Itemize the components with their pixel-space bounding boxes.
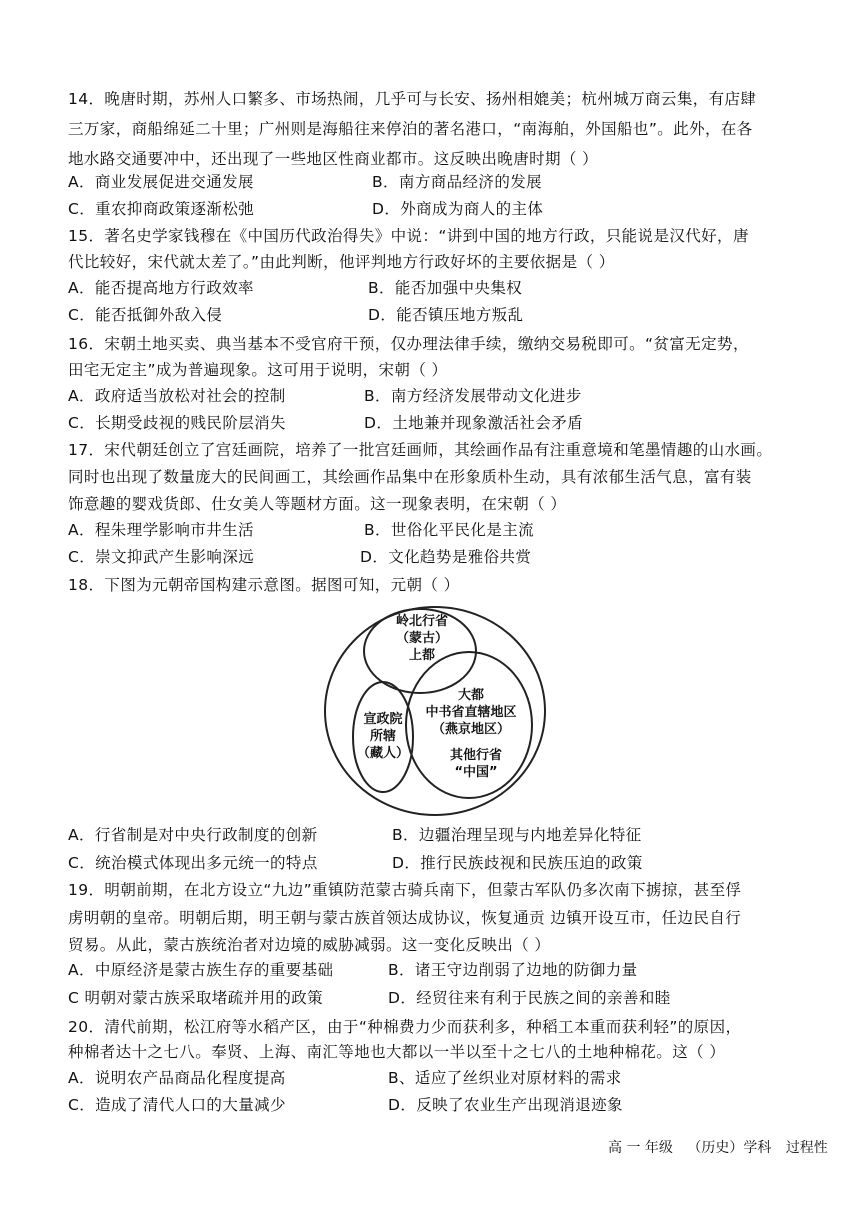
q14-line-1: 14．晚唐时期，苏州人口繁多、市场热闹，几乎可与长安、扬州相媲美；杭州城万商云集，有店肆 — [68, 90, 757, 108]
q19-option-b: B．诸王守边削弱了边地的防御力量 — [388, 961, 638, 979]
right-circle-text-4: 其他行省 — [449, 748, 502, 763]
q15-line-2: 代比较好，宋代就太差了。”由此判断，他评判地方行政好坏的主要依据是（ ） — [68, 253, 615, 271]
q19-option-a: A．中原经济是蒙古族生存的重要基础 — [68, 961, 334, 979]
q18-option-b: B．边疆治理呈现与内地差异化特征 — [392, 826, 642, 844]
right-circle-text-5: “中国” — [454, 765, 498, 780]
left-circle-label — [353, 711, 413, 762]
left-circle-text-1: 宣政院 — [363, 712, 403, 727]
q19-option-c: C 明朝对蒙古族采取堵疏并用的政策 — [68, 989, 324, 1007]
right-circle-text-1: 大都 — [457, 688, 484, 703]
top-circle-text-3: 上都 — [408, 648, 435, 663]
q14-option-a: A．商业发展促进交通发展 — [68, 173, 254, 191]
q17-line-2: 同时也出现了数量庞大的民间画工，其绘画作品集中在形象质朴生动，具有浓郁生活气息，富有装 — [68, 468, 752, 486]
q15-option-d: D．能否镇压地方叛乱 — [368, 306, 524, 324]
q20-option-d: D．反映了农业生产出现消退迹象 — [388, 1096, 623, 1114]
q14-option-d: D．外商成为商人的主体 — [372, 200, 544, 218]
top-circle-label — [392, 613, 452, 664]
right-circle-text-3: （燕京地区） — [431, 722, 510, 737]
yuan-empire-diagram — [322, 604, 548, 818]
footer-grade: 高 一 年级 — [608, 1140, 673, 1156]
footer-subject: （历史）学科 — [687, 1140, 772, 1156]
footer-type: 过程性 — [785, 1140, 828, 1156]
q17-option-b: B．世俗化平民化是主流 — [364, 521, 535, 539]
q16-option-c: C．长期受歧视的贱民阶层消失 — [68, 414, 286, 432]
q19-line-1: 19．明朝前期，在北方设立“九边”重镇防范蒙古骑兵南下，但蒙古军队仍多次南下掳掠，甚至俘 — [68, 881, 742, 899]
q18-option-a: A．行省制是对中央行政制度的创新 — [68, 826, 318, 844]
q15-option-c: C．能否抵御外敌入侵 — [68, 306, 223, 324]
q15-option-b: B．能否加强中央集权 — [368, 279, 523, 297]
q20-option-b: B、适应了丝织业对原材料的需求 — [388, 1069, 622, 1087]
q17-option-c: C．崇文抑武产生影响深远 — [68, 548, 255, 566]
q17-option-d: D．文化趋势是雅俗共赏 — [360, 548, 532, 566]
q14-option-c: C．重农抑商政策逐渐松弛 — [68, 200, 255, 218]
q14-line-2: 三万家，商船绵延二十里；广州则是海船往来停泊的著名港口，“南海舶，外国船也”。此外，在各 — [68, 120, 753, 138]
q16-option-a: A．政府适当放松对社会的控制 — [68, 387, 286, 405]
page-footer — [608, 1137, 838, 1157]
q20-line-2: 种棉者达十之七八。奉贤、上海、南汇等地也大都以一半以至十之七八的土地种棉花。这（ ） — [68, 1043, 726, 1061]
top-circle-text-1: 岭北行省 — [395, 614, 448, 629]
q18-option-c: C．统治模式体现出多元统一的特点 — [68, 854, 318, 872]
top-circle-text-2: （蒙古） — [395, 631, 448, 646]
q16-option-b: B．南方经济发展带动文化进步 — [364, 387, 582, 405]
q14-option-b: B．南方商品经济的发展 — [372, 173, 543, 191]
q17-option-a: A．程朱理学影响市井生活 — [68, 521, 254, 539]
q17-line-3: 饰意趣的婴戏货郎、仕女美人等题材方面。这一现象表明，在宋朝（ ） — [68, 495, 567, 513]
right-circle-text-2: 中书省直辖地区 — [425, 705, 517, 720]
q19-option-d: D．经贸往来有利于民族之间的亲善和睦 — [388, 989, 671, 1007]
q17-line-1: 17．宋代朝廷创立了宫廷画院，培养了一批宫廷画师，其绘画作品有注重意境和笔墨情趣的山水画。 — [68, 441, 773, 459]
right-circle-label-bottom — [426, 747, 526, 781]
q20-line-1: 20．清代前期，松江府等水稻产区，由于“种棉费力少而获利多，种稻工本重而获利轻”的原因， — [68, 1018, 742, 1036]
q14-line-3: 地水路交通要冲中，还出现了一些地区性商业都市。这反映出晚唐时期（ ） — [68, 150, 599, 168]
q18-option-d: D．推行民族歧视和民族压迫的政策 — [392, 854, 643, 872]
q18-line-1: 18．下图为元朝帝国构建示意图。据图可知，元朝（ ） — [68, 576, 460, 594]
q20-option-a: A．说明农产品商品化程度提高 — [68, 1069, 286, 1087]
q20-option-c: C．造成了清代人口的大量减少 — [68, 1096, 286, 1114]
q16-line-2: 田宅无定主”成为普遍现象。这可用于说明，宋朝（ ） — [68, 361, 448, 379]
left-circle-text-3: （藏人） — [356, 746, 409, 761]
right-circle-label-top — [416, 687, 526, 738]
q15-line-1: 15．著名史学家钱穆在《中国历代政治得失》中说：“讲到中国的地方行政，只能说是汉代好，唐 — [68, 227, 749, 245]
q19-line-3: 贸易。从此，蒙古族统治者对边境的威胁减弱。这一变化反映出（ ） — [68, 936, 551, 954]
q19-line-2: 虏明朝的皇帝。明朝后期，明王朝与蒙古族首领达成协议，恢复通贡 边镇开设互市，任边民自行 — [68, 909, 742, 927]
left-circle-text-2: 所辖 — [369, 729, 396, 744]
q15-option-a: A．能否提高地方行政效率 — [68, 279, 254, 297]
q16-line-1: 16．宋朝土地买卖、典当基本不受官府干预，仅办理法律手续，缴纳交易税即可。“贫富无定势， — [68, 335, 749, 353]
q16-option-d: D．土地兼并现象激活社会矛盾 — [364, 414, 584, 432]
